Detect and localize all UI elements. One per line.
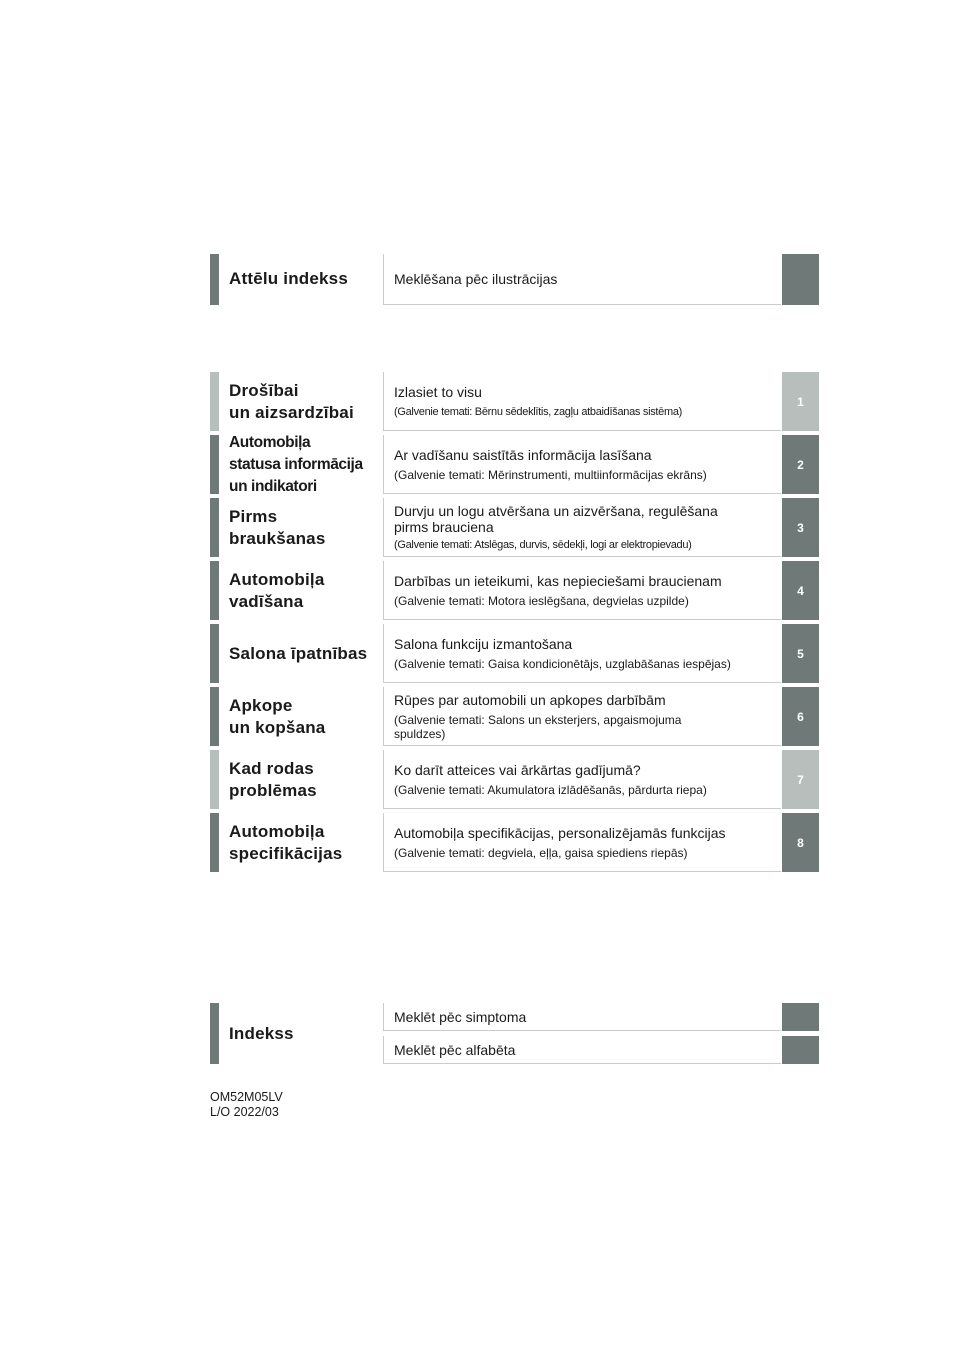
- chapter-content: [383, 750, 781, 809]
- picture-index-row[interactable]: [210, 254, 819, 305]
- chapter-heading: Izlasiet to visu: [394, 383, 482, 400]
- picture-index-tab[interactable]: [782, 254, 819, 305]
- chapter-heading: Darbības un ieteikumi, kas nepieciešami braucienam: [394, 572, 722, 589]
- chapter-bar: [210, 687, 219, 746]
- chapter-heading: Ar vadīšanu saistītās informācija lasīšana: [394, 446, 652, 463]
- chapter-topics: (Galvenie temati: Gaisa kondicionētājs, uzglabāšanas iespējas): [394, 656, 731, 671]
- chapter-title: Drošībai un aizsardzībai: [229, 380, 354, 422]
- chapter-topics: (Galvenie temati: Atslēgas, durvis, sēdekļi, logi ar elektropievadu): [394, 538, 692, 551]
- chapter-heading: Ko darīt atteices vai ārkārtas gadījumā?: [394, 761, 641, 778]
- chapter-bar: [210, 561, 219, 620]
- symptom-tab[interactable]: [782, 1003, 819, 1031]
- chapter-bar: [210, 498, 219, 557]
- chapter-bar: [210, 372, 219, 431]
- chapter-heading: Durvju un logu atvēršana un aizvēršana, regulēšana pirms brauciena: [394, 502, 718, 535]
- chapter-tab[interactable]: 2: [782, 435, 819, 494]
- chapter-title: Automobiļa vadīšana: [229, 569, 325, 611]
- chapter-content: [383, 624, 781, 683]
- chapter-tab[interactable]: 8: [782, 813, 819, 872]
- document-code: OM52M05LV: [210, 1090, 283, 1104]
- document-edition: L/O 2022/03: [210, 1105, 279, 1119]
- chapter-heading: Salona funkciju izmantošana: [394, 635, 573, 652]
- chapter-tab[interactable]: 4: [782, 561, 819, 620]
- chapter-content: [383, 561, 781, 620]
- section-bar: [210, 1003, 219, 1064]
- search-by-symptom-link[interactable]: Meklēt pēc simptoma: [383, 1003, 781, 1031]
- chapter-heading: Rūpes par automobili un apkopes darbībām: [394, 691, 666, 708]
- chapter-title: Automobiļa statusa informācija un indikatori: [229, 433, 363, 495]
- chapter-row[interactable]: [210, 687, 819, 746]
- chapter-content: [383, 498, 781, 557]
- chapter-title: Apkope un kopšana: [229, 695, 326, 737]
- chapter-row[interactable]: [210, 750, 819, 809]
- chapter-content: [383, 372, 781, 431]
- chapter-topics: (Galvenie temati: Bērnu sēdeklītis, zagļu atbaidīšanas sistēma): [394, 405, 683, 418]
- chapter-topics: (Galvenie temati: degviela, eļļa, gaisa spiediens riepās): [394, 845, 688, 860]
- index-section: [210, 1003, 819, 1064]
- index-title: Indekss: [229, 1023, 294, 1043]
- section-bar: [210, 254, 219, 305]
- chapter-content: [383, 813, 781, 872]
- chapter-row[interactable]: [210, 813, 819, 872]
- chapter-row[interactable]: [210, 624, 819, 683]
- alphabet-tab[interactable]: [782, 1036, 819, 1064]
- chapter-topics: (Galvenie temati: Mērinstrumenti, multiinformācijas ekrāns): [394, 467, 707, 482]
- chapter-row[interactable]: [210, 498, 819, 557]
- chapter-row[interactable]: [210, 435, 819, 494]
- chapter-content: [383, 687, 781, 746]
- chapter-tab[interactable]: 1: [782, 372, 819, 431]
- picture-index-description: Meklēšana pēc ilustrācijas: [394, 271, 558, 287]
- chapter-bar: [210, 624, 219, 683]
- chapter-heading: Automobiļa specifikācijas, personalizējamās funkcijas: [394, 824, 726, 841]
- chapter-content: [383, 435, 781, 494]
- chapter-title: Automobiļa specifikācijas: [229, 821, 343, 863]
- chapter-title: Pirms braukšanas: [229, 506, 326, 548]
- chapter-row[interactable]: [210, 561, 819, 620]
- document-footer: [210, 1090, 283, 1120]
- chapter-tab[interactable]: 6: [782, 687, 819, 746]
- chapter-bar: [210, 435, 219, 494]
- picture-index-title: Attēlu indekss: [229, 269, 348, 288]
- chapter-title: Salona īpatnības: [229, 643, 368, 663]
- chapter-bar: [210, 813, 219, 872]
- chapter-tab[interactable]: 5: [782, 624, 819, 683]
- chapter-title: Kad rodas problēmas: [229, 758, 317, 800]
- chapter-topics: (Galvenie temati: Motora ieslēgšana, degvielas uzpilde): [394, 593, 689, 608]
- chapter-topics: (Galvenie temati: Salons un eksterjers, apgaismojuma spuldzes): [394, 712, 682, 741]
- chapter-tab[interactable]: 3: [782, 498, 819, 557]
- chapter-topics: (Galvenie temati: Akumulatora izlādēšanās, pārdurta riepa): [394, 782, 707, 797]
- chapter-row[interactable]: [210, 372, 819, 431]
- chapter-bar: [210, 750, 219, 809]
- chapter-tab[interactable]: 7: [782, 750, 819, 809]
- picture-index-content: [383, 254, 781, 305]
- search-by-alphabet-link[interactable]: Meklēt pēc alfabēta: [383, 1036, 781, 1064]
